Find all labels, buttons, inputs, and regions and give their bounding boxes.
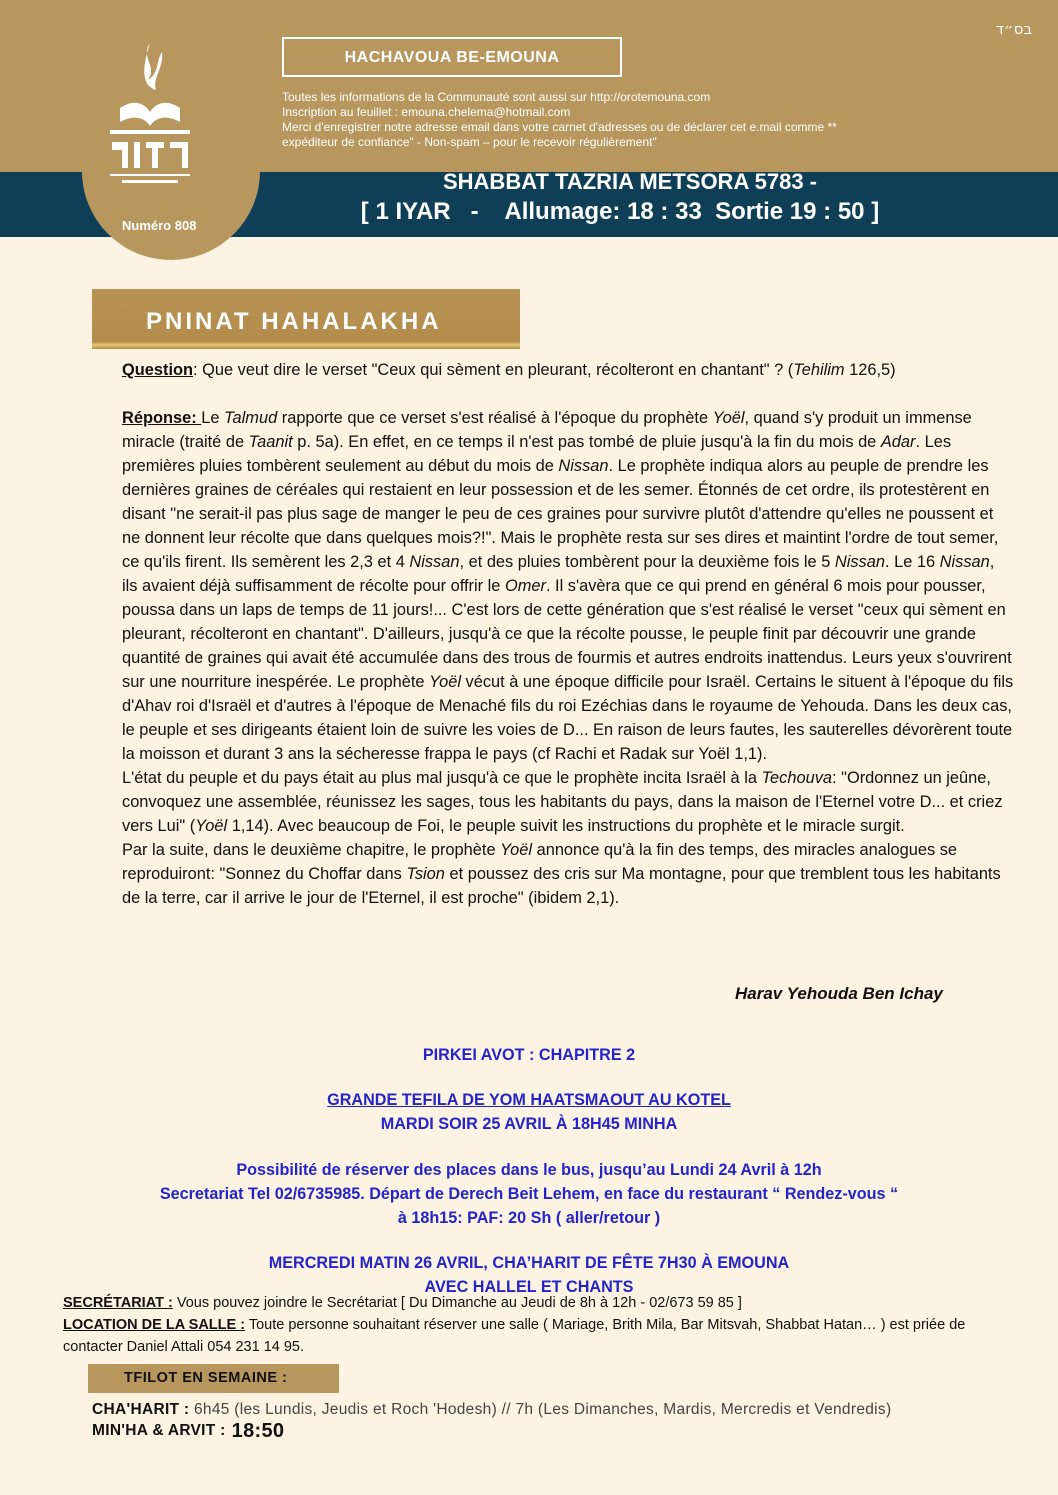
question [122,358,1014,382]
section-title: PNINAT HAHALAKHA [146,308,442,335]
bus-line-2: Secretariat Tel 02/6735985. Départ de Derech Beit Lehem, en face du restaurant “ Rendez-vous “ [159,1185,899,1203]
minha-label: MIN'HA & ARVIT : [92,1422,226,1439]
italic-term: Taanit [248,433,293,451]
bus-line-3: à 18h15: PAF: 20 Sh ( aller/retour ) [397,1209,661,1227]
signature: Harav Yehouda Ben Ichay [735,984,943,1003]
issue-number: Numéro 808 [122,218,197,233]
info-line: Inscription au feuillet : emouna.chelema@hotmail.com [282,105,571,119]
italic-term: Adar [880,433,916,451]
question-ref-italic: Tehilim [793,361,845,379]
italic-term: Techouva [761,769,833,787]
tefila-title: GRANDE TEFILA DE YOM HAATSMAOUT AU KOTEL [327,1091,731,1109]
location-text: Toute personne souhaitant réserver une salle ( Mariage, Brith Mila, Bar Mitsvah, Shabbat Hatan… ) est priée de contacter Daniel Attali 054 231 14 95. [63,1317,966,1355]
brand-title: HACHAVOUA BE-EMOUNA [282,37,622,77]
italic-term: Tsion [406,865,445,883]
location-label: LOCATION DE LA SALLE : [63,1317,246,1333]
answer-label: Réponse: [122,409,202,427]
secretariat-text: Vous pouvez joindre le Secrétariat [ Du Dimanche au Jeudi de 8h à 12h - 02/673 59 85 ] [172,1295,742,1311]
info-line: Toutes les informations de la Communauté sont aussi sur http://orotemouna.com [282,90,711,104]
chaharit-line [92,1401,891,1419]
location-line [63,1314,1013,1358]
contact-block [63,1292,1013,1358]
answer-body: Le Talmud rapporte que ce verset s'est réalisé à l'époque du prophète Yoël, quand s'y produit un immense miracle (traité de Taanit p. 5a). En effet, en ce temps il n'est pas tombé de pluie jusqu'à la fin du mois de Adar. Les premières pluies tombèrent seulement au début du mois de Nissan. Le prophète indiqua alors au peuple de prendre les dernières graines de céréales qui restaient en leur possession et de les semer. Étonnés de cet ordre, ils protestèrent en disant "ne serait-il pas plus sage de manger le peu de ces graines pour survivre plutôt d'attendre qu'elles ne poussent et ne donnent leur récolte que dans quelques mois?!". Mais le prophète resta sur ses dires et maintint l'ordre de tout semer, ce qu'ils firent. Ils semèrent les 2,3 et 4 Nissan, et des pluies tombèrent pour la deuxième fois le 5 Nissan. Le 16 Nissan, ils avaient déjà suffisamment de récolte pour offrir le Omer. Il s'avèra que ce qui prend en général 6 mois pour pousser, poussa dans un laps de temps de 11 jours!... C'est lors de cette génération que s'est réalisé le verset "ceux qui sèment en pleurant, récolteront en chantant". D'ailleurs, jusqu'à ce que la récolte pousse, le peuple finit par découvrir une grande quantité de graines qui avait été accumulée dans des trous de fourmis et autres endroits inattendus. Leurs yeux s'ouvrirent sur une nourriture inespérée. Le prophète Yoël vécut à une époque difficile pour Israël. Certains le situent à l'époque du fils d'Ahav roi d'Israël et d'autres à l'époque de Menaché fils du roi Ezéchias dans le royaume de Yehouda. Dans les deux cas, le peuple et ses dirigeants étaient loin de suivre les voies de D... En raison de leurs fautes, les sauterelles dévorèrent toute la moisson et durant 3 ans la sécheresse frappa le pays (cf Rachi et Radak sur Yoël 1,1). [122,409,1014,763]
info-line: Merci d'enregistrer notre adresse email dans votre carnet d'adresses ou de déclarer cet e.mail comme ** [282,120,837,134]
italic-term: Yoël [195,817,228,835]
italic-term: Nissan [834,553,885,571]
bsd-mark: בס״ד [995,20,1032,38]
secretariat-line [63,1292,1013,1314]
italic-term: Nissan [939,553,990,571]
mercredi-line-2: AVEC HALLEL ET CHANTS [424,1278,634,1296]
answer-paragraph-3: Par la suite, dans le deuxième chapitre, le prophète Yoël annonce qu'à la fin des temps, des miracles analogues se reproduiront: "Sonnez du Choffar dans Tsion et poussez des cris sur Ma montagne, pour que tremblent tous les habitants de la terre, car il arrive le jour de l'Eternel, il est proche" (ibidem 2,1). [122,841,1001,907]
italic-term: Nissan [558,457,609,475]
shabbat-times: [ 1 IYAR - Allumage: 18 : 33 Sortie 19 : 50 ] [360,198,880,225]
italic-term: Yoël [500,841,533,859]
minha-time: 18:50 [231,1420,285,1442]
question-text: : Que veut dire le verset "Ceux qui sèment en pleurant, récolteront en chantant" ? ( [193,361,794,379]
italic-term: Nissan [409,553,460,571]
answer-paragraph-1 [122,406,1014,766]
chaharit-text: 6h45 (les Lundis, Jeudis et Roch 'Hodesh) // 7h (Les Dimanches, Mardis, Mercredis et Vendredis) [189,1401,892,1418]
bus-line-1: Possibilité de réserver des places dans le bus, jusqu’au Lundi 24 Avril à 12h [236,1161,822,1179]
question-label: Question [122,361,194,379]
mercredi-line-1: MERCREDI MATIN 26 AVRIL, CHA’HARIT DE FÊTE 7H30 À EMOUNA [268,1254,790,1272]
pirkei-avot: PIRKEI AVOT : CHAPITRE 2 [422,1046,636,1064]
chaharit-label: CHA'HARIT : [92,1401,190,1418]
minha-line [92,1420,284,1443]
italic-term: Talmud [224,409,278,427]
italic-term: Omer [504,577,546,595]
secretariat-label: SECRÉTARIAT : [63,1295,173,1311]
italic-term: Yoël [429,673,461,691]
tfilot-title: TFILOT EN SEMAINE : [124,1370,288,1386]
article [122,358,1014,910]
italic-term: Yoël [712,409,745,427]
question-ref: 126,5) [844,361,896,379]
tefila-time: MARDI SOIR 25 AVRIL À 18H45 MINHA [380,1115,678,1133]
answer-paragraph-2: L'état du peuple et du pays était au plus mal jusqu'à ce que le prophète incita Israël à la Techouva: "Ordonnez un jeûne, convoquez une assemblée, réunissez les sages, tous les habitants du pays, dans la maison de l'Eternel votre D... et criez vers Lui" (Yoël 1,14). Avec beaucoup de Foi, le peuple suivit les instructions du prophète et le miracle surgit. [122,769,1003,835]
emouna-logo-icon [100,38,200,188]
spacer [122,382,1014,406]
info-block [282,90,932,150]
info-line: expéditeur de confiance" - Non-spam – pour le recevoir régulièrement" [282,135,657,149]
shabbat-title: SHABBAT TAZRIA METSORA 5783 - [442,169,818,194]
